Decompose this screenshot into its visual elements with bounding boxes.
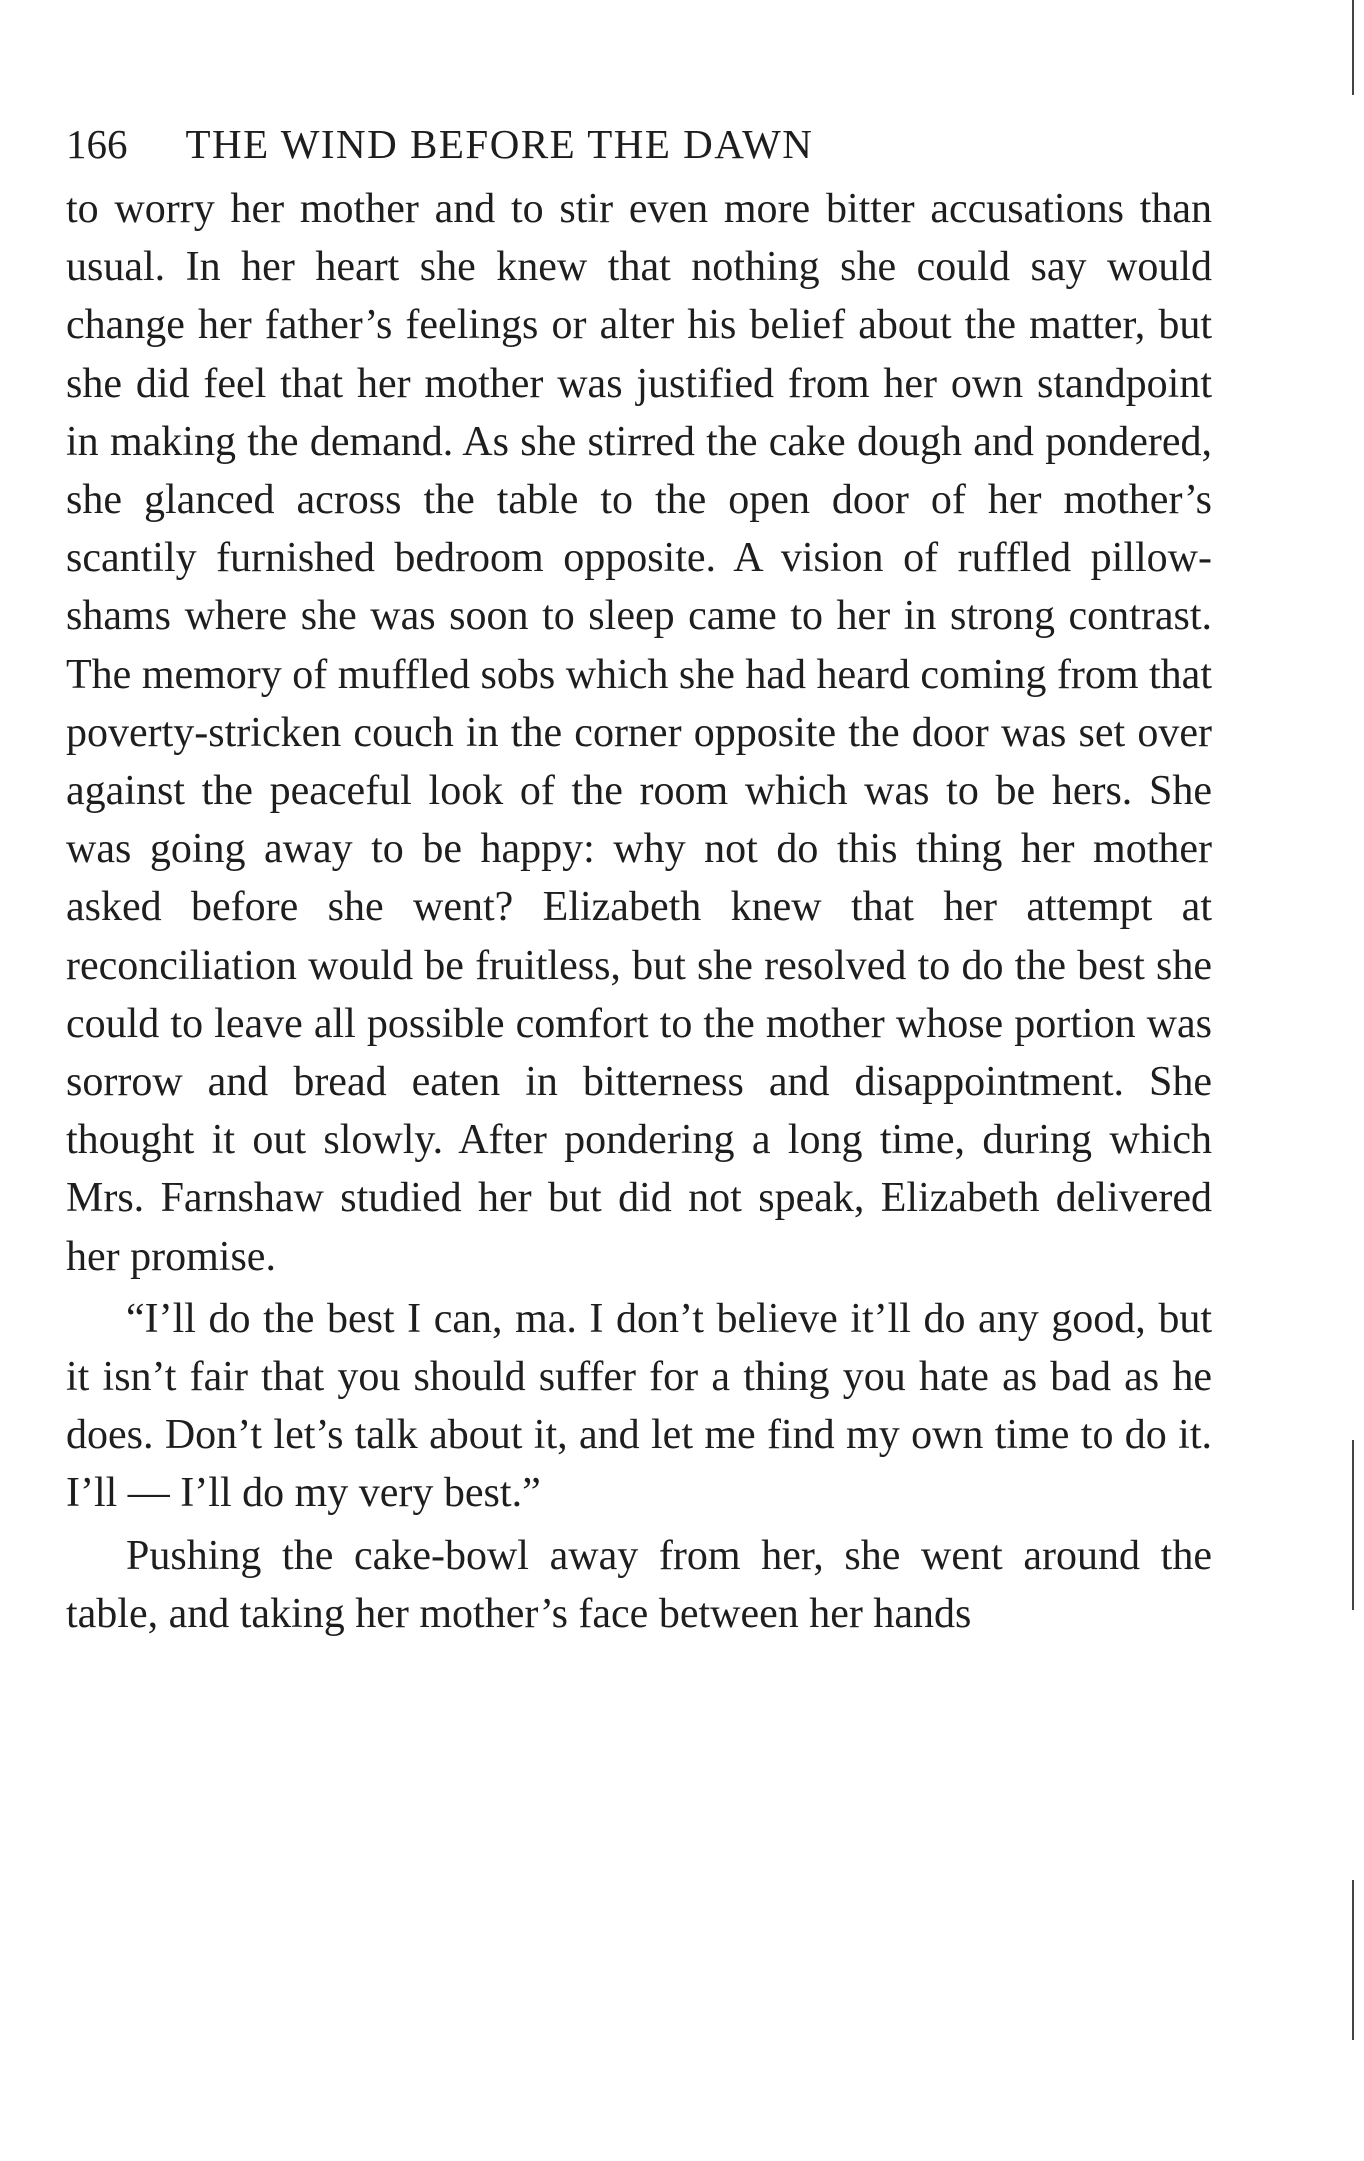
book-page: [66, 118, 1212, 1643]
paragraph-closing: Pushing the cake-bowl away from her, she went around the table, and taking her mother’s face between her hands: [66, 1532, 1212, 1637]
body-text: [66, 180, 1212, 1643]
page-edge-mark-middle: [1352, 1440, 1354, 1610]
page-edge-mark-top: [1352, 0, 1354, 95]
paragraph-continued: to worry her mother and to stir even more bitter accusations than usual. In her heart she knew that nothing she could say would change her father’s feelings or alter his belief about the matter, but she did feel that her mother was justified from her own standpoint in making the demand. As she stirred the cake dough and pondered, she glanced across the table to the open door of her mother’s scantily furnished bedroom opposite. A vision of ruffled pillow-shams where she was soon to sleep came to her in strong contrast. The memory of muffled sobs which she had heard coming from that poverty-stricken couch in the corner opposite the door was set over against the peaceful look of the room which was to be hers. She was going away to be happy: why not do this thing her mother asked before she went? Elizabeth knew that her attempt at reconciliation would be fruitless, but she resolved to do the best she could to leave all possible comfort to the mother whose portion was sorrow and bread eaten in bitterness and disappointment. She thought it out slowly. After pondering a long time, during which Mrs. Farnshaw studied her but did not speak, Elizabeth delivered her promise.: [66, 186, 1212, 1280]
running-title: THE WIND BEFORE THE DAWN: [185, 121, 814, 167]
running-head: [66, 118, 1212, 170]
page-edge-mark-bottom: [1352, 1880, 1354, 2040]
paragraph-dialogue: “I’ll do the best I can, ma. I don’t believe it’ll do any good, but it isn’t fair that you should suffer for a thing you hate as bad as he does. Don’t let’s talk about it, and let me find my own time to do it. I’ll — I’ll do my very best.”: [66, 1295, 1212, 1517]
page-number: 166: [66, 121, 128, 167]
